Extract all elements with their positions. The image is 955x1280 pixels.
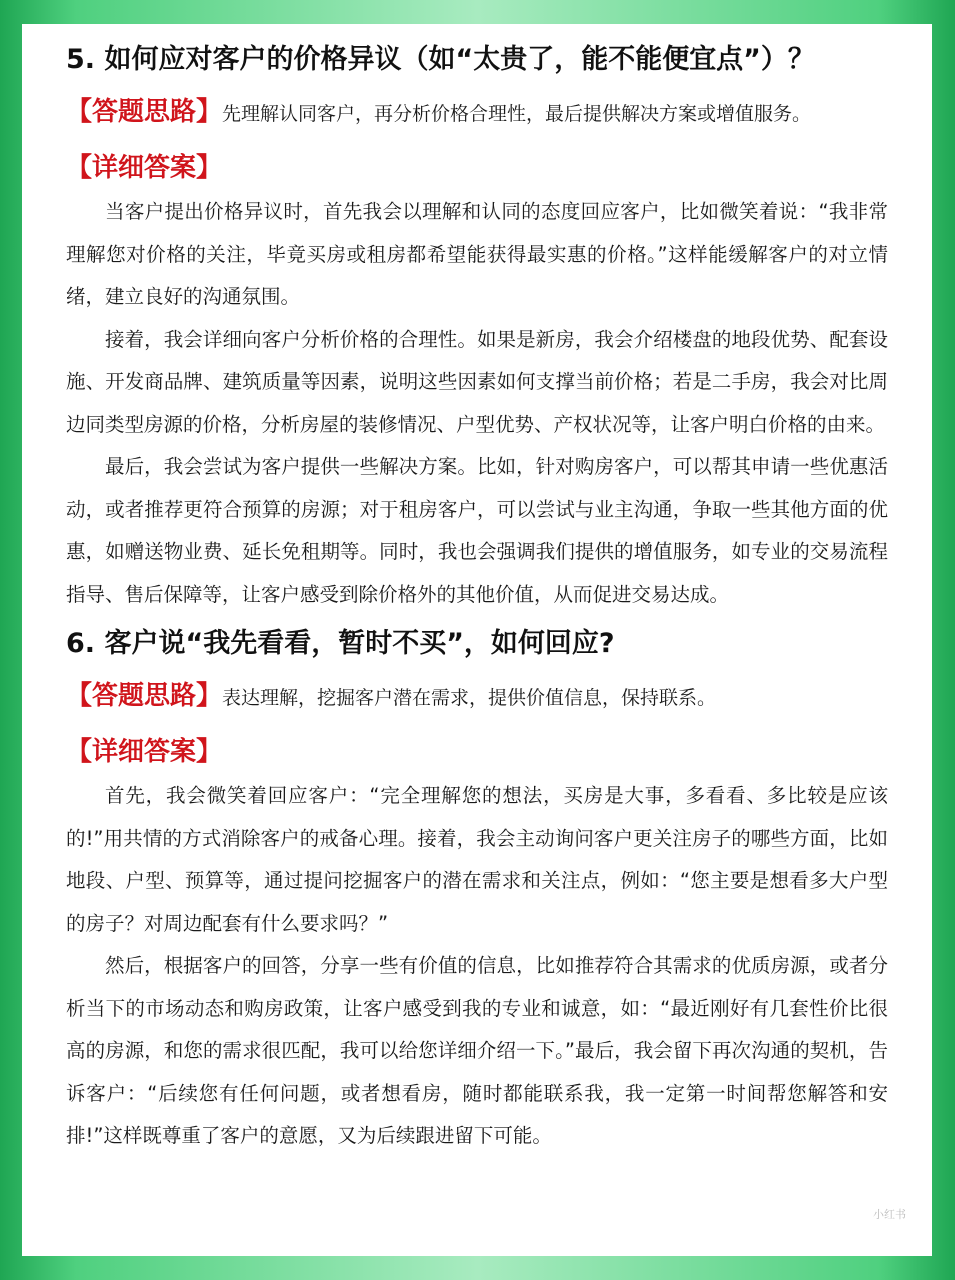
- question-6: [66, 622, 888, 1158]
- question-5: [66, 38, 888, 616]
- answer-paragraph: 然后，根据客户的回答，分享一些有价值的信息，比如推荐符合其需求的优质房源，或者分析当下的市场动态和购房政策，让客户感受到我的专业和诚意，如：“最近刚好有几套性价比很高的房源，和您的需求很匹配，我可以给您详细介绍一下。”最后，我会留下再次沟通的契机，告诉客户：“后续您有任何问题，或者想看房，随时都能联系我，我一定第一时间帮您解答和安排!”这样既尊重了客户的意愿，又为后续跟进留下可能。: [66, 954, 888, 1147]
- answer-approach: [66, 676, 888, 718]
- approach-tag: 【答题思路】: [66, 681, 223, 711]
- detail-heading: [66, 148, 888, 191]
- approach-text: 表达理解，挖掘客户潜在需求，提供价值信息，保持联系。: [222, 687, 717, 709]
- watermark: 小红书: [873, 1208, 906, 1221]
- answer-paragraph: 接着，我会详细向客户分析价格的合理性。如果是新房，我会介绍楼盘的地段优势、配套设施、开发商品牌、建筑质量等因素，说明这些因素如何支撑当前价格；若是二手房，我会对比周边同类型房源的价格，分析房屋的装修情况、户型优势、产权状况等，让客户明白价格的由来。: [66, 327, 888, 436]
- answer-paragraph: 当客户提出价格异议时，首先我会以理解和认同的态度回应客户，比如微笑着说：“我非常理解您对价格的关注，毕竟买房或租房都希望能获得最实惠的价格。”这样能缓解客户的对立情绪，建立良好的沟通氛围。: [66, 200, 888, 308]
- detail-heading: [66, 732, 888, 775]
- question-title: 6. 客户说“我先看看，暂时不买”，如何回应?: [66, 628, 615, 659]
- detail-tag: 【详细答案】: [66, 737, 223, 767]
- content-card: [22, 24, 932, 1256]
- detail-tag: 【详细答案】: [66, 153, 223, 183]
- approach-text: 先理解认同客户，再分析价格合理性，最后提供解决方案或增值服务。: [222, 103, 812, 125]
- answer-paragraph: 最后，我会尝试为客户提供一些解决方案。比如，针对购房客户，可以帮其申请一些优惠活动，或者推荐更符合预算的房源；对于租房客户，可以尝试与业主沟通，争取一些其他方面的优惠，如赠送物业费、延长免租期等。同时，我也会强调我们提供的增值服务，如专业的交易流程指导、售后保障等，让客户感受到除价格外的其他价值，从而促进交易达成。: [66, 455, 888, 606]
- approach-tag: 【答题思路】: [66, 97, 223, 127]
- answer-approach: [66, 92, 888, 134]
- answer-paragraph: 首先，我会微笑着回应客户：“完全理解您的想法，买房是大事，多看看、多比较是应该的!”用共情的方式消除客户的戒备心理。接着，我会主动询问客户更关注房子的哪些方面，比如地段、户型、预算等，通过提问挖掘客户的潜在需求和关注点，例如：“您主要是想看多大户型的房子？对周边配套有什么要求吗？”: [66, 784, 888, 935]
- question-title: 5. 如何应对客户的价格异议（如“太贵了，能不能便宜点”）？: [66, 44, 815, 75]
